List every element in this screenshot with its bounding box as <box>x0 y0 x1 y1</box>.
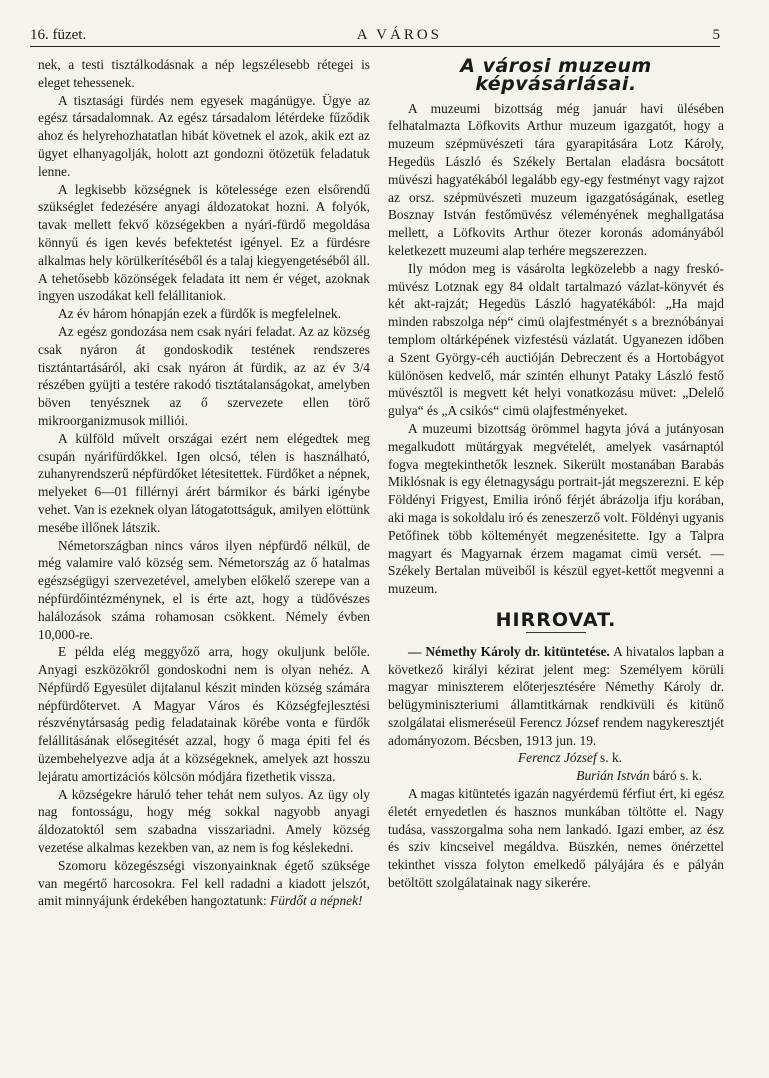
paragraph: Ily módon meg is vásárolta legközelebb a nagy freskó-müvész Lotznak egy 84 oldalt tartalmazó vázlat-könyvét és két akt-rajzát; Hegedüs László hagyatékából: „Ha majd minden rabszolga nép“ cimü olajfestményét s a breznóbányai templom oltárképének vizfestésü vázlatát. Ugyanezen időben a Szent György-céh auctióján Debreczent és a Hortobágyot különösen kedvelő, már szintén elhunyt Pataky László festő müvésztől is megvett két helyi vonatkozásu müvet: „Delelő gulya“ és „A csikós“ cimü olajfestményeket. <box>388 260 724 419</box>
page-number: 5 <box>712 27 720 43</box>
journal-title: A VÁROS <box>356 27 443 43</box>
paragraph: Az egész gondozása nem csak nyári feladat. Az az község csak nyáron át gondoskodik testének rendszeres tisztántartásáról, aki csak nyáron át fürdik, az az év 3/4 részében gyüjti a testére rakodó tisztátalanságokat, amelyben böven tenyésznek az ő szervezete ellen törő mikroorganizmusok milliói. <box>38 323 370 428</box>
news-item <box>388 643 724 750</box>
left-column <box>38 56 370 910</box>
paragraph: A muzeumi bizottság örömmel hagyta jóvá a jutányosan megalkudott mütárgyak megvételét, amelyek vasárnaptól fogva megtekinthetők lesznek. Sikerült mostanában Barabás Miklósnak is egy életnagyságu portrait-ját megszerezni. E kép Földényi Frigyest, Emilia irónő férjét ábrázolja ifju korában, aki maga is sokoldalu iró és zeneszerző volt. Földényi ugyanis Petőfinek több költeményét megzenésitette. Igy a Talpra magyart és Magyarnak érzem magamat cimü versét. — Székely Bertalan müveiből is készül egyet-kettőt megvenni a muzeum. <box>388 420 724 597</box>
page-header <box>30 22 720 47</box>
news-text: A hivatalos lapban a következő királyi kézirat jelent meg: Személyem körüli magyar miniszterem előterjesztésére Némethy Károly dr. belügyminiszteriumi államtitkárnak rendkivüli és kitünő szolgálatai elismeréseül Ferencz József rendem nagykeresztjét adományozom. Bécsben, 1913 jun. 19. <box>388 643 724 748</box>
news-lead: — Némethy Károly dr. kitüntetése. <box>408 643 610 659</box>
signature-suffix: báró s. k. <box>652 768 702 784</box>
signature-suffix: s. k. <box>600 750 622 766</box>
paragraph: A külföld művelt országai ezért nem elégedtek meg csupán nyárifürdőkkel. Igen olcsó, télen is használható, zuhanyrendszerű népfürdőket létesitettek. Fürdőket a népnek, melyeket 6—01 fillérnyi árért bármikor és bárki igénybe vehet. Van is ezeknek olyan látogatottságuk, amilyen elöttünk mesébe illőnek látszik. <box>38 430 370 535</box>
paragraph: A tisztasági fürdés nem egyesek magánügye. Ügye az egész társadalomnak. Az egész társadalom létérdeke fűződik ahoz és helyrehozhatatlan hibát követnek el azok, akik ezt az ügyet elhanyagolják, holott azt gondozni ötözetük feladatuk lenne. <box>38 92 370 179</box>
paragraph: E példa elég meggyőző arra, hogy okuljunk belőle. Anyagi eszközökről gondoskodni nem is olyan nehéz. A Népfürdő Egyesület dijtalanul készit minden község számára népfürdőtervet. A Magyar Város és Községfejlesztési részvénytársaság pedig feladatainak körébe vonta e fürdők felállitásának elősegitését azzal, hogy ő maga épiti fel és üzembehelyezve adja át a községeknek, amelyek azt hosszu lejáratu amortizációs kölcsön módjára fizethetik vissza. <box>38 644 370 784</box>
issue-number: 16. füzet. <box>30 27 87 43</box>
section-title: A városi muzeum képvásárlásai. <box>460 55 652 95</box>
paragraph: nek, a testi tisztálkodásnak a nép legszélesebb rétegei is eleget tehessenek. <box>38 57 370 90</box>
signature-name: Ferencz József <box>517 750 597 766</box>
paragraph: A magas kitüntetés igazán nagyérdemü férfiut ért, ki egész életét ernyedetlen és hasznos munkában töltötte el. Nagy tudása, vasszorgalma soha nem lankadó. Igazi ember, az ész és sziv kincseivel megáldva. Büszkén, nemes önérzettel tekinthet vissza folyton emelkedő pályájára és e pályán betöltött szolgálatainak nagy sikerére. <box>388 786 724 891</box>
slogan: Fürdőt a népnek! <box>270 893 363 909</box>
paragraph: A legkisebb községnek is kötelessége ezen elsőrendű szükséglet fedezésére anyagi áldozatokat hozni. A folyók, tavak mellett fekvő községekben a nyári-fürdő megoldása könnyű és igen kevés befektetést igényel. Ez a fürdésre alkalmas hely körülkerítéséből és a talaj kiegyengetéséből áll. A tehetősebb közönségek feladata itt nem ér véget, azoknak ingyen uszodákat kell felállitaniok. <box>38 181 370 304</box>
paragraph: Az év három hónapján ezek a fürdők is megfelelnek. <box>58 306 341 322</box>
divider <box>526 632 586 633</box>
news-section-title: HIRROVAT. <box>495 608 617 631</box>
signature <box>388 749 724 767</box>
signature-name: Burián István <box>576 768 650 784</box>
closing-text: Szomoru közegészségi viszonyainknak égető szüksége van megértő harcosokra. Fel kell radadni a kiadott jelszót, amit minnyájunk érdekében hangoztatunk: <box>38 857 370 909</box>
paragraph <box>38 857 370 910</box>
signature <box>388 767 724 785</box>
paragraph: Németországban nincs város ilyen népfürdő nélkül, de még valamire való község sem. Németország az ő hatalmas egészségügyi szervezetével, amelyben előkelő szerepe van a népfürdőintézménynek, el is érte azt, hogy a tüdővészes halálozások száma rohamosan csökkent. Némely évben 10,000-re. <box>38 537 370 642</box>
paragraph: A muzeumi bizottság még január havi ülésében felhatalmazta Löfkovits Arthur muzeum igazgatót, hogy a muzeum szépmüvészeti tára gyarapitására Lotz Károly, Hegedüs László és Székely Bertalan eladásra bocsátott müvészi hagyatékából legalább egy-egy festményt vagy rajzot az orsz. szépmüvészeti muzeum igazgatóságának, esetleg Bosznay István festőmüvész véleményének meghallgatása mellett, a Löfkovits Arthur ötezer koronás adományából keletkezett muzeumi alap terhére megszerezzen. <box>388 100 724 258</box>
paragraph: A községekre háruló teher tehát nem sulyos. Az ügy oly nag fontosságu, hogy még sokkal nagyobb anyagi áldozatoktól sem szabadna visszariadni. Amely község vezetése alkalmas kezekben van, az nem is fog késlekedni. <box>38 786 370 856</box>
right-column <box>388 56 724 892</box>
